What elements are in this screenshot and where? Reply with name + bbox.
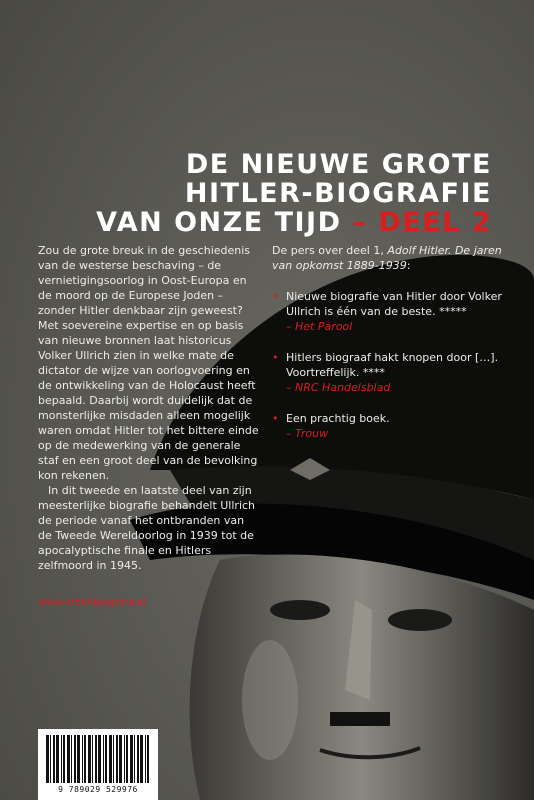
isbn-barcode <box>38 729 158 800</box>
press-quote <box>272 411 502 441</box>
press-intro-suffix: : <box>406 259 411 272</box>
barcode-bar <box>130 735 133 783</box>
barcode-bar <box>53 735 55 783</box>
press-quote-text: Een prachtig boek. <box>286 412 390 425</box>
barcode-bar <box>119 735 122 783</box>
press-quote-source: – Het Parool <box>286 320 353 333</box>
press-quote-source: – NRC Handelsblad <box>286 381 391 394</box>
barcode-bar <box>50 735 51 783</box>
bullet-icon: • <box>272 351 279 364</box>
barcode-bar <box>147 735 149 783</box>
barcode-bars <box>44 735 152 783</box>
barcode-bar <box>116 735 118 783</box>
blurb-text <box>38 243 260 573</box>
barcode-bar <box>71 735 72 783</box>
barcode-bar <box>113 735 114 783</box>
barcode-bar <box>109 735 112 783</box>
barcode-bar <box>74 735 76 783</box>
barcode-bar <box>63 735 65 783</box>
barcode-bar <box>88 735 91 783</box>
title-accent-part: – DEEL 2 <box>352 207 492 238</box>
barcode-bar <box>67 735 70 783</box>
title-line-3-text: VAN ONZE TIJD <box>96 207 342 238</box>
barcode-digits: 9 789029 529976 <box>58 785 138 794</box>
barcode-bar <box>126 735 128 783</box>
barcode-bar <box>124 735 125 783</box>
barcode-bar <box>98 735 101 783</box>
press-quote <box>272 350 502 395</box>
barcode-bar <box>46 735 49 783</box>
barcode-bar <box>134 735 135 783</box>
bullet-icon: • <box>272 290 279 303</box>
press-quote-source: – Trouw <box>286 427 329 440</box>
barcode-bar <box>61 735 62 783</box>
blurb-paragraph-2: In dit tweede en laatste deel van zijn meesterlijke biografie behandelt Ullrich de periode vanaf het ontbranden van de Tweede Wereldoorlog in 1939 tot de apocalyptische finale en Hitlers zelfmoord in 1945. <box>38 484 256 572</box>
barcode-bar <box>82 735 83 783</box>
title-line-3 <box>96 208 492 237</box>
blurb-paragraph-1: Zou de grote breuk in de geschiedenis van de westerse beschaving – de vernietigingsoorlog in Oost-Europa en de moord op de Europese Joden – zonder Hitler denkbaar zijn geweest? Met soevereine expertise en op basis van nieuwe bronnen laat historicus Volker Ullrich zien in welke mate de dictator de wijze van oorlogvoering en de ontwikkeling van de Holocaust heeft bepaald. Daarbij wordt duidelijk dat de monsterlijke misdaden alleen mogelijk waren omdat Hitler tot het bittere einde op de medewerking van de generale staf en een groot deel van de bevolking kon rekenen. <box>38 244 259 482</box>
press-intro <box>272 243 502 273</box>
barcode-bar <box>140 735 143 783</box>
barcode-bar <box>95 735 97 783</box>
press-quote-text: Nieuwe biografie van Hitler door Volker Ullrich is één van de beste. ***** <box>286 290 502 318</box>
title-line-1: DE NIEUWE GROTE <box>185 149 492 180</box>
title-line-2: HITLER-BIOGRAFIE <box>184 178 492 209</box>
press-intro-prefix: De pers over deel 1, <box>272 244 388 257</box>
bullet-icon: • <box>272 412 279 425</box>
barcode-bar <box>56 735 59 783</box>
cover-title <box>96 150 492 237</box>
barcode-bar <box>137 735 139 783</box>
barcode-bar <box>105 735 107 783</box>
barcode-bar <box>77 735 80 783</box>
barcode-bar <box>103 735 104 783</box>
barcode-bar <box>92 735 93 783</box>
press-quotes <box>272 243 502 457</box>
barcode-bar <box>145 735 146 783</box>
press-quote-text: Hitlers biograaf hakt knopen door […]. Voortreffelijk. **** <box>286 351 499 379</box>
publisher-url[interactable]: www.arbeiderspers.nl <box>38 597 147 608</box>
press-intro-title: Adolf Hitler. De jaren van opkomst 1889-1939 <box>272 244 502 272</box>
barcode-bar <box>84 735 86 783</box>
press-quote <box>272 289 502 334</box>
